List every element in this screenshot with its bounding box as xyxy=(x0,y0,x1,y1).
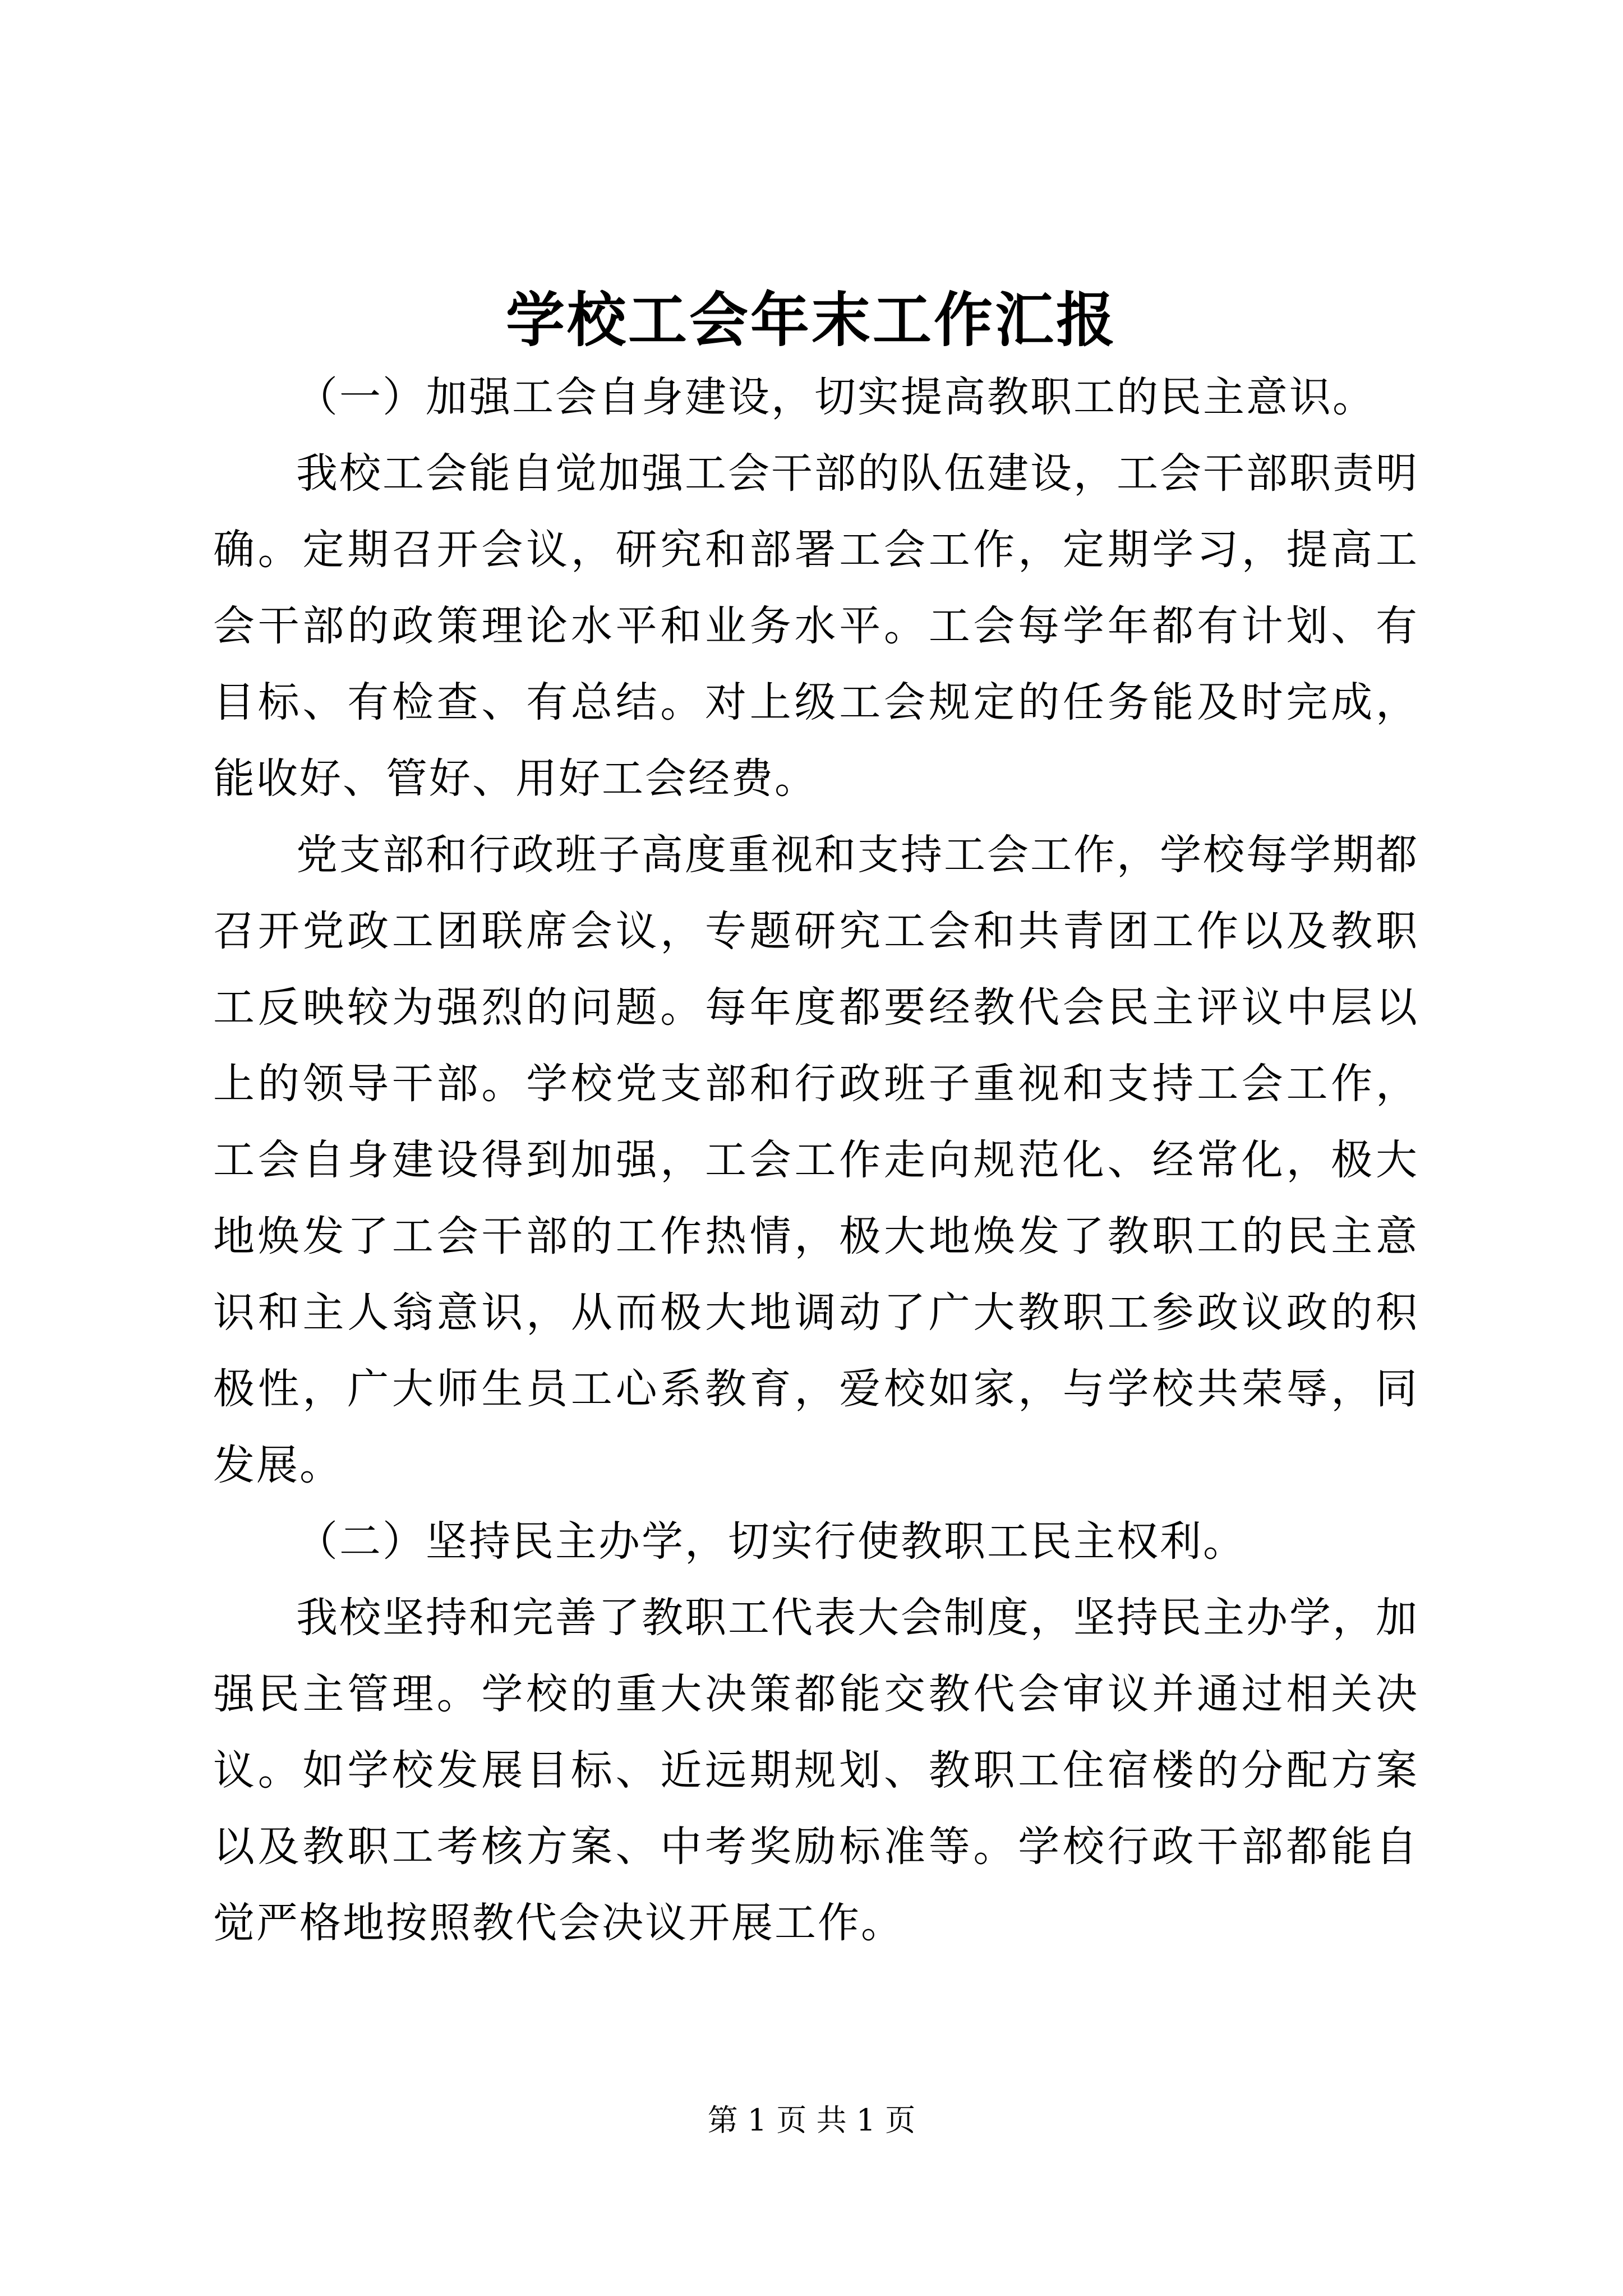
paragraph-1: 我校工会能自觉加强工会干部的队伍建设，工会干部职责明确。定期召开会议，研究和部署工会工作，定期学习，提高工会干部的政策理论水平和业务水平。工会每学年都有计划、有目标、有检查、有总结。对上级工会规定的任务能及时完成，能收好、管好、用好工会经费。 xyxy=(213,449,1419,803)
section-heading-2: （二）坚持民主办学，切实行使教职工民主权利。 xyxy=(296,1517,1246,1566)
page-footer: 第 1 页 共 1 页 xyxy=(707,2102,916,2138)
document-title: 学校工会年末工作汇报 xyxy=(505,285,1117,355)
paragraph-2: 党支部和行政班子高度重视和支持工会工作，学校每学期都召开党政工团联席会议，专题研究工会和共青团工作以及教职工反映较为强烈的问题。每年度都要经教代会民主评议中层以上的领导干部。学校党支部和行政班子重视和支持工会工作，工会自身建设得到加强，工会工作走向规范化、经常化，极大地焕发了工会干部的工作热情，极大地焕发了教职工的民主意识和主人翁意识，从而极大地调动了广大教职工参政议政的积极性，广大师生员工心系教育，爱校如家，与学校共荣辱，同发展。 xyxy=(213,831,1419,1489)
document-body xyxy=(213,359,1419,1961)
paragraph-3: 我校坚持和完善了教职工代表大会制度，坚持民主办学，加强民主管理。学校的重大决策都能交教代会审议并通过相关决议。如学校发展目标、近远期规划、教职工住宿楼的分配方案以及教职工考核方案、中考奖励标准等。学校行政干部都能自觉严格地按照教代会决议开展工作。 xyxy=(213,1594,1419,1947)
section-heading-1: （一）加强工会自身建设，切实提高教职工的民主意识。 xyxy=(296,373,1376,421)
